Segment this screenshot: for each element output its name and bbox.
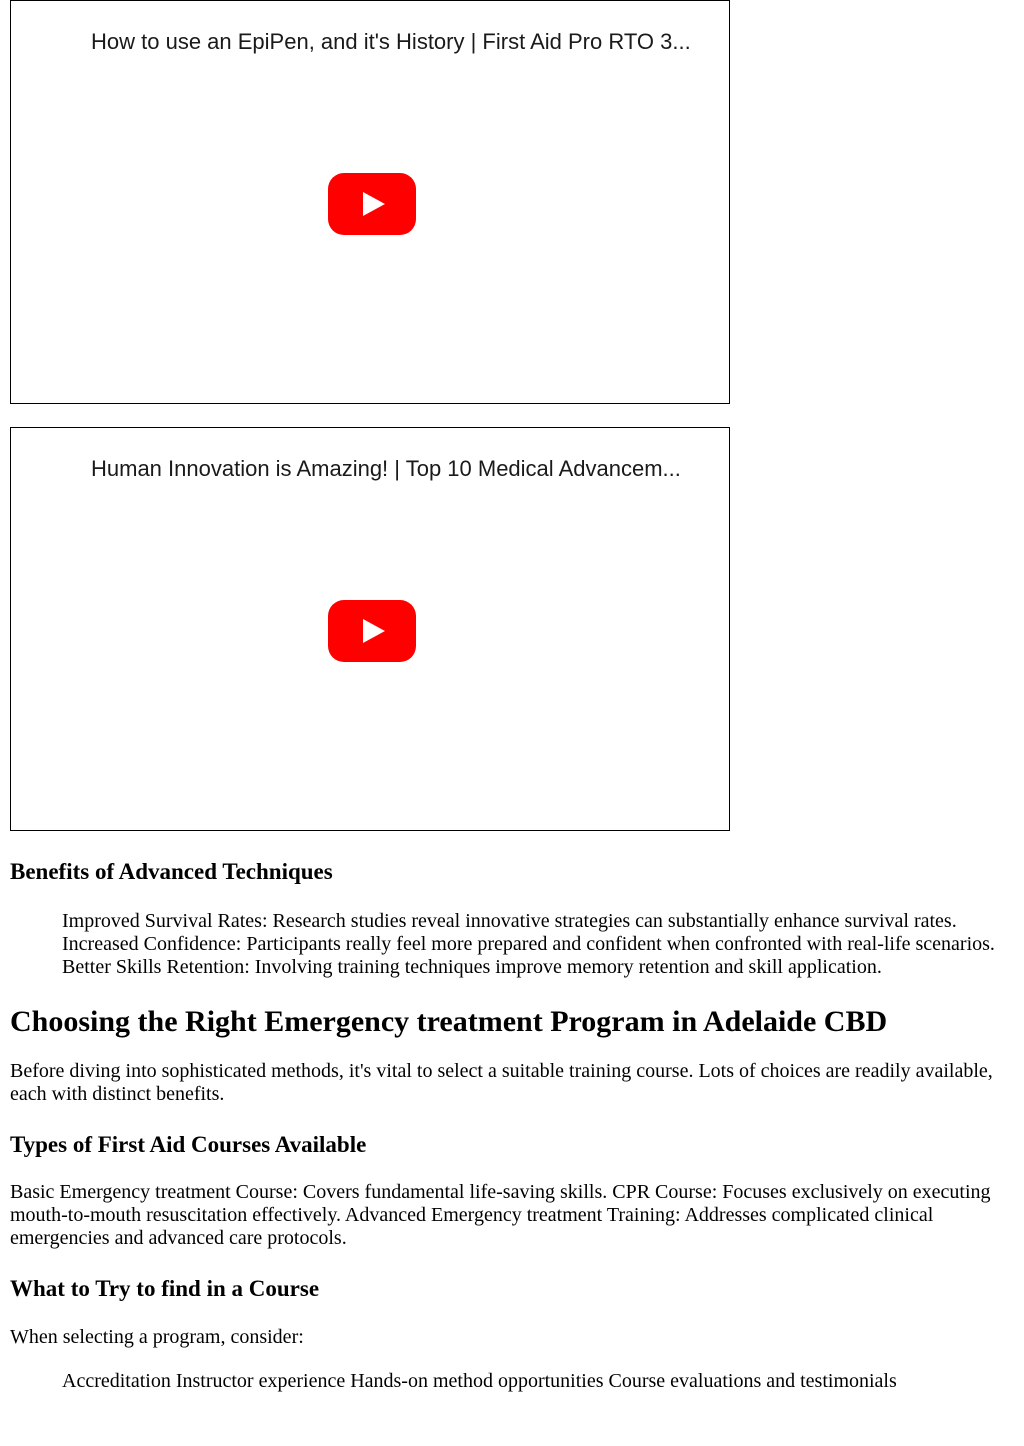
play-button[interactable] xyxy=(328,173,416,235)
types-paragraph: Basic Emergency treatment Course: Covers fundamental life-saving skills. CPR Course: Focuses exclusively on executing mouth-to-mouth resuscitation effectively. Advanced Emergency treatment Training: Addresses complicated clinical emergencies and advanced care protocols. xyxy=(10,1181,991,1250)
criteria-quote: Accreditation Instructor experience Hands-on method opportunities Course evaluations and testimonials xyxy=(62,1369,897,1392)
play-button[interactable] xyxy=(328,600,416,662)
article-body xyxy=(10,852,1005,1393)
what-heading: What to Try to find in a Course xyxy=(10,1276,320,1302)
choosing-heading: Choosing the Right Emergency treatment Program in Adelaide CBD xyxy=(10,1004,888,1038)
play-icon xyxy=(328,600,416,662)
play-icon xyxy=(328,173,416,235)
video-embed-medical-advancements[interactable] xyxy=(10,427,730,831)
what-paragraph: When selecting a program, consider: xyxy=(10,1325,304,1348)
video-title[interactable]: How to use an EpiPen, and it's History | First Aid Pro RTO 3... xyxy=(91,29,691,54)
types-heading: Types of First Aid Courses Available xyxy=(10,1131,367,1157)
benefits-heading: Benefits of Advanced Techniques xyxy=(10,859,333,884)
benefits-quote: Improved Survival Rates: Research studies reveal innovative strategies can substantially enhance survival rates. Increased Confidence: Participants really feel more prepared and confident when confronted with real-life scenarios. Better Skills Retention: Involving training techniques improve memory retention and skill application. xyxy=(62,909,995,978)
video-title[interactable]: Human Innovation is Amazing! | Top 10 Medical Advancem... xyxy=(91,456,681,481)
video-embed-epipen[interactable] xyxy=(10,0,730,404)
choosing-paragraph: Before diving into sophisticated methods, it's vital to select a suitable training course. Lots of choices are readily available, each with distinct benefits. xyxy=(10,1059,993,1105)
